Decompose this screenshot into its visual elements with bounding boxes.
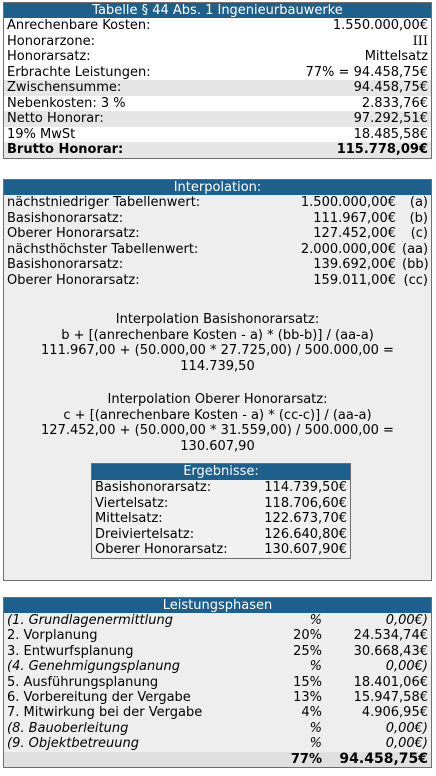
interpolation-row	[4, 226, 431, 242]
interpolation-row-tag: (c)	[410, 226, 428, 241]
phase-row-label: (8. Bauoberleitung	[7, 720, 129, 736]
phase-row-percent: %	[309, 659, 322, 675]
summary-row-value: Mittelsatz	[364, 49, 428, 64]
summary-row-label: Honorarzone:	[7, 33, 95, 49]
results-row	[92, 511, 350, 527]
results-row-label: Basishonorarsatz:	[95, 480, 212, 495]
phase-row-percent: 13%	[293, 689, 322, 705]
summary-row-label: Brutto Honorar:	[7, 142, 124, 157]
interpolation-row-value: 1.500.000,00€	[300, 195, 396, 210]
interpolation-row-label: Oberer Honorarsatz:	[7, 272, 140, 288]
results-row-value: 118.706,60€	[264, 495, 347, 511]
interpolation-title: Interpolation:	[4, 180, 431, 195]
summary-row	[4, 34, 431, 50]
summary-row	[4, 127, 431, 143]
summary-row	[4, 80, 431, 96]
phases-total-pct: 77%	[290, 751, 322, 767]
phase-row	[4, 659, 431, 674]
phase-row-label: 7. Mitwirkung bei der Vergabe	[7, 705, 203, 721]
summary-row-value: 77% = 94.458,75€	[305, 64, 428, 80]
phase-row-amount: 0,00€)	[385, 720, 428, 736]
interpolation-row-tag: (bb)	[402, 257, 429, 272]
basis-formula	[4, 312, 431, 374]
summary-row-value: 18.485,58€	[353, 126, 428, 142]
interpolation-row	[4, 242, 431, 258]
results-row	[92, 480, 350, 496]
basis-formula-line1: b + [(anrechenbare Kosten - a) * (bb-b)] / (aa-a)	[61, 327, 374, 343]
phase-row-amount: 0,00€)	[385, 736, 428, 752]
phase-row-amount: 0,00€)	[385, 659, 428, 675]
phase-row-label: 6. Vorbereitung der Vergabe	[7, 689, 191, 705]
phases-total-label	[7, 752, 277, 767]
summary-title: Tabelle § 44 Abs. 1 Ingenieurbauwerke	[4, 3, 431, 18]
phase-row-label: (1. Grundlagenermittlung	[7, 613, 173, 628]
phase-row	[4, 690, 431, 705]
phase-row-label: 2. Vorplanung	[7, 628, 98, 644]
interpolation-row-label: nächsthöchster Tabellenwert:	[7, 241, 199, 257]
phase-row	[4, 628, 431, 643]
phase-row-percent: 25%	[293, 643, 322, 659]
phase-row-amount: 24.534,74€	[353, 628, 428, 644]
results-row-value: 126.640,80€	[264, 526, 347, 542]
summary-row-value: 97.292,51€	[353, 111, 428, 126]
phase-row	[4, 736, 431, 751]
results-row	[92, 496, 350, 512]
phases-total-row	[4, 752, 431, 767]
phase-row-percent: %	[309, 720, 322, 736]
phase-row	[4, 705, 431, 720]
oberer-formula	[4, 392, 431, 454]
summary-row	[4, 18, 431, 34]
phase-rows	[4, 613, 431, 752]
results-row-label: Oberer Honorarsatz:	[95, 542, 228, 557]
summary-row-label: Erbrachte Leistungen:	[7, 64, 151, 80]
summary-row	[4, 111, 431, 127]
phase-row	[4, 721, 431, 736]
interpolation-row-label: nächstniedriger Tabellenwert:	[7, 195, 201, 210]
results-row-value: 114.739,50€	[264, 480, 347, 495]
phases-total-amount: 94.458,75€	[339, 750, 428, 767]
phase-row	[4, 644, 431, 659]
summary-rows	[4, 18, 431, 158]
basis-formula-line3: 114.739,50	[180, 358, 255, 374]
oberer-formula-line3: 130.607,90	[180, 438, 255, 454]
summary-row-value: 1.550.000,00€	[332, 18, 428, 33]
interpolation-row-label: Basishonorarsatz:	[7, 210, 124, 226]
results-rows	[92, 480, 350, 558]
phase-row-percent: 4%	[301, 705, 322, 721]
results-row	[92, 527, 350, 543]
phase-row-label: 3. Entwurfsplanung	[7, 643, 134, 659]
phase-row-percent: 20%	[293, 628, 322, 644]
summary-row-label: 19% MwSt	[7, 126, 76, 142]
phase-row-amount: 4.906,95€	[361, 705, 428, 721]
phase-row-label: (4. Genehmigungsplanung	[7, 659, 180, 675]
phase-row-percent: %	[309, 613, 322, 628]
results-row-label: Mittelsatz:	[95, 511, 163, 526]
phase-row	[4, 613, 431, 628]
results-row	[92, 542, 350, 558]
interpolation-rows	[4, 195, 431, 288]
summary-row-label: Honorarsatz:	[7, 49, 91, 64]
summary-row	[4, 142, 431, 158]
phase-row-percent: %	[309, 736, 322, 752]
summary-row-value: 2.833,76€	[361, 95, 428, 111]
results-row-value: 122.673,70€	[264, 511, 347, 526]
results-box	[91, 463, 351, 559]
interpolation-row	[4, 273, 431, 289]
results-row-label: Viertelsatz:	[95, 495, 169, 511]
interpolation-row-value: 127.452,00€	[313, 226, 396, 241]
interpolation-row-label: Oberer Honorarsatz:	[7, 226, 140, 241]
interpolation-row-tag: (cc)	[403, 272, 428, 288]
phases-title: Leistungsphasen	[4, 598, 431, 613]
interpolation-row	[4, 211, 431, 227]
interpolation-row-tag: (aa)	[402, 241, 429, 257]
summary-row-label: Nebenkosten: 3 %	[7, 95, 126, 111]
phase-row-label: (9. Objektbetreuung	[7, 736, 139, 752]
summary-row	[4, 65, 431, 81]
summary-row-value: 115.778,09€	[336, 142, 428, 157]
phase-row-label: 5. Ausführungsplanung	[7, 674, 159, 690]
summary-row-label: Anrechenbare Kosten:	[7, 18, 151, 33]
interpolation-row-tag: (a)	[409, 195, 428, 210]
phase-row-amount: 0,00€)	[385, 613, 428, 628]
results-row-label: Dreiviertelsatz:	[95, 526, 195, 542]
interpolation-row-value: 139.692,00€	[313, 257, 396, 272]
oberer-formula-line1: c + [(anrechenbare Kosten - a) * (cc-c)] / (aa-a)	[63, 407, 372, 423]
results-title: Ergebnisse:	[92, 464, 350, 480]
summary-row-label: Zwischensumme:	[7, 80, 122, 95]
phase-row-amount: 18.401,06€	[353, 674, 428, 690]
summary-row-value: III	[412, 33, 428, 49]
summary-row-label: Netto Honorar:	[7, 111, 104, 126]
interpolation-row	[4, 195, 431, 211]
summary-panel	[3, 2, 432, 159]
phase-row-amount: 15.947,58€	[353, 689, 428, 705]
interpolation-row-tag: (b)	[409, 210, 428, 226]
interpolation-row-value: 159.011,00€	[313, 272, 396, 288]
oberer-formula-line2: 127.452,00 + (50.000,00 * 31.559,00) / 500.000,00 =	[41, 423, 394, 438]
interpolation-row-value: 2.000.000,00€	[300, 241, 396, 257]
basis-formula-title: Interpolation Basishonorarsatz:	[115, 312, 320, 327]
phase-row	[4, 675, 431, 690]
summary-row	[4, 49, 431, 65]
basis-formula-line2: 111.967,00 + (50.000,00 * 27.725,00) / 500.000,00 =	[41, 343, 394, 358]
phase-row-percent: 15%	[293, 674, 322, 690]
phase-row-amount: 30.668,43€	[353, 643, 428, 659]
interpolation-row-label: Basishonorarsatz:	[7, 257, 124, 272]
interpolation-row	[4, 257, 431, 273]
results-row-value: 130.607,90€	[264, 542, 347, 557]
phases-panel	[3, 597, 432, 768]
oberer-formula-title: Interpolation Oberer Honorarsatz:	[107, 392, 328, 407]
summary-row	[4, 96, 431, 112]
interpolation-panel	[3, 179, 432, 581]
summary-row-value: 94.458,75€	[353, 80, 428, 95]
interpolation-row-value: 111.967,00€	[313, 210, 396, 226]
